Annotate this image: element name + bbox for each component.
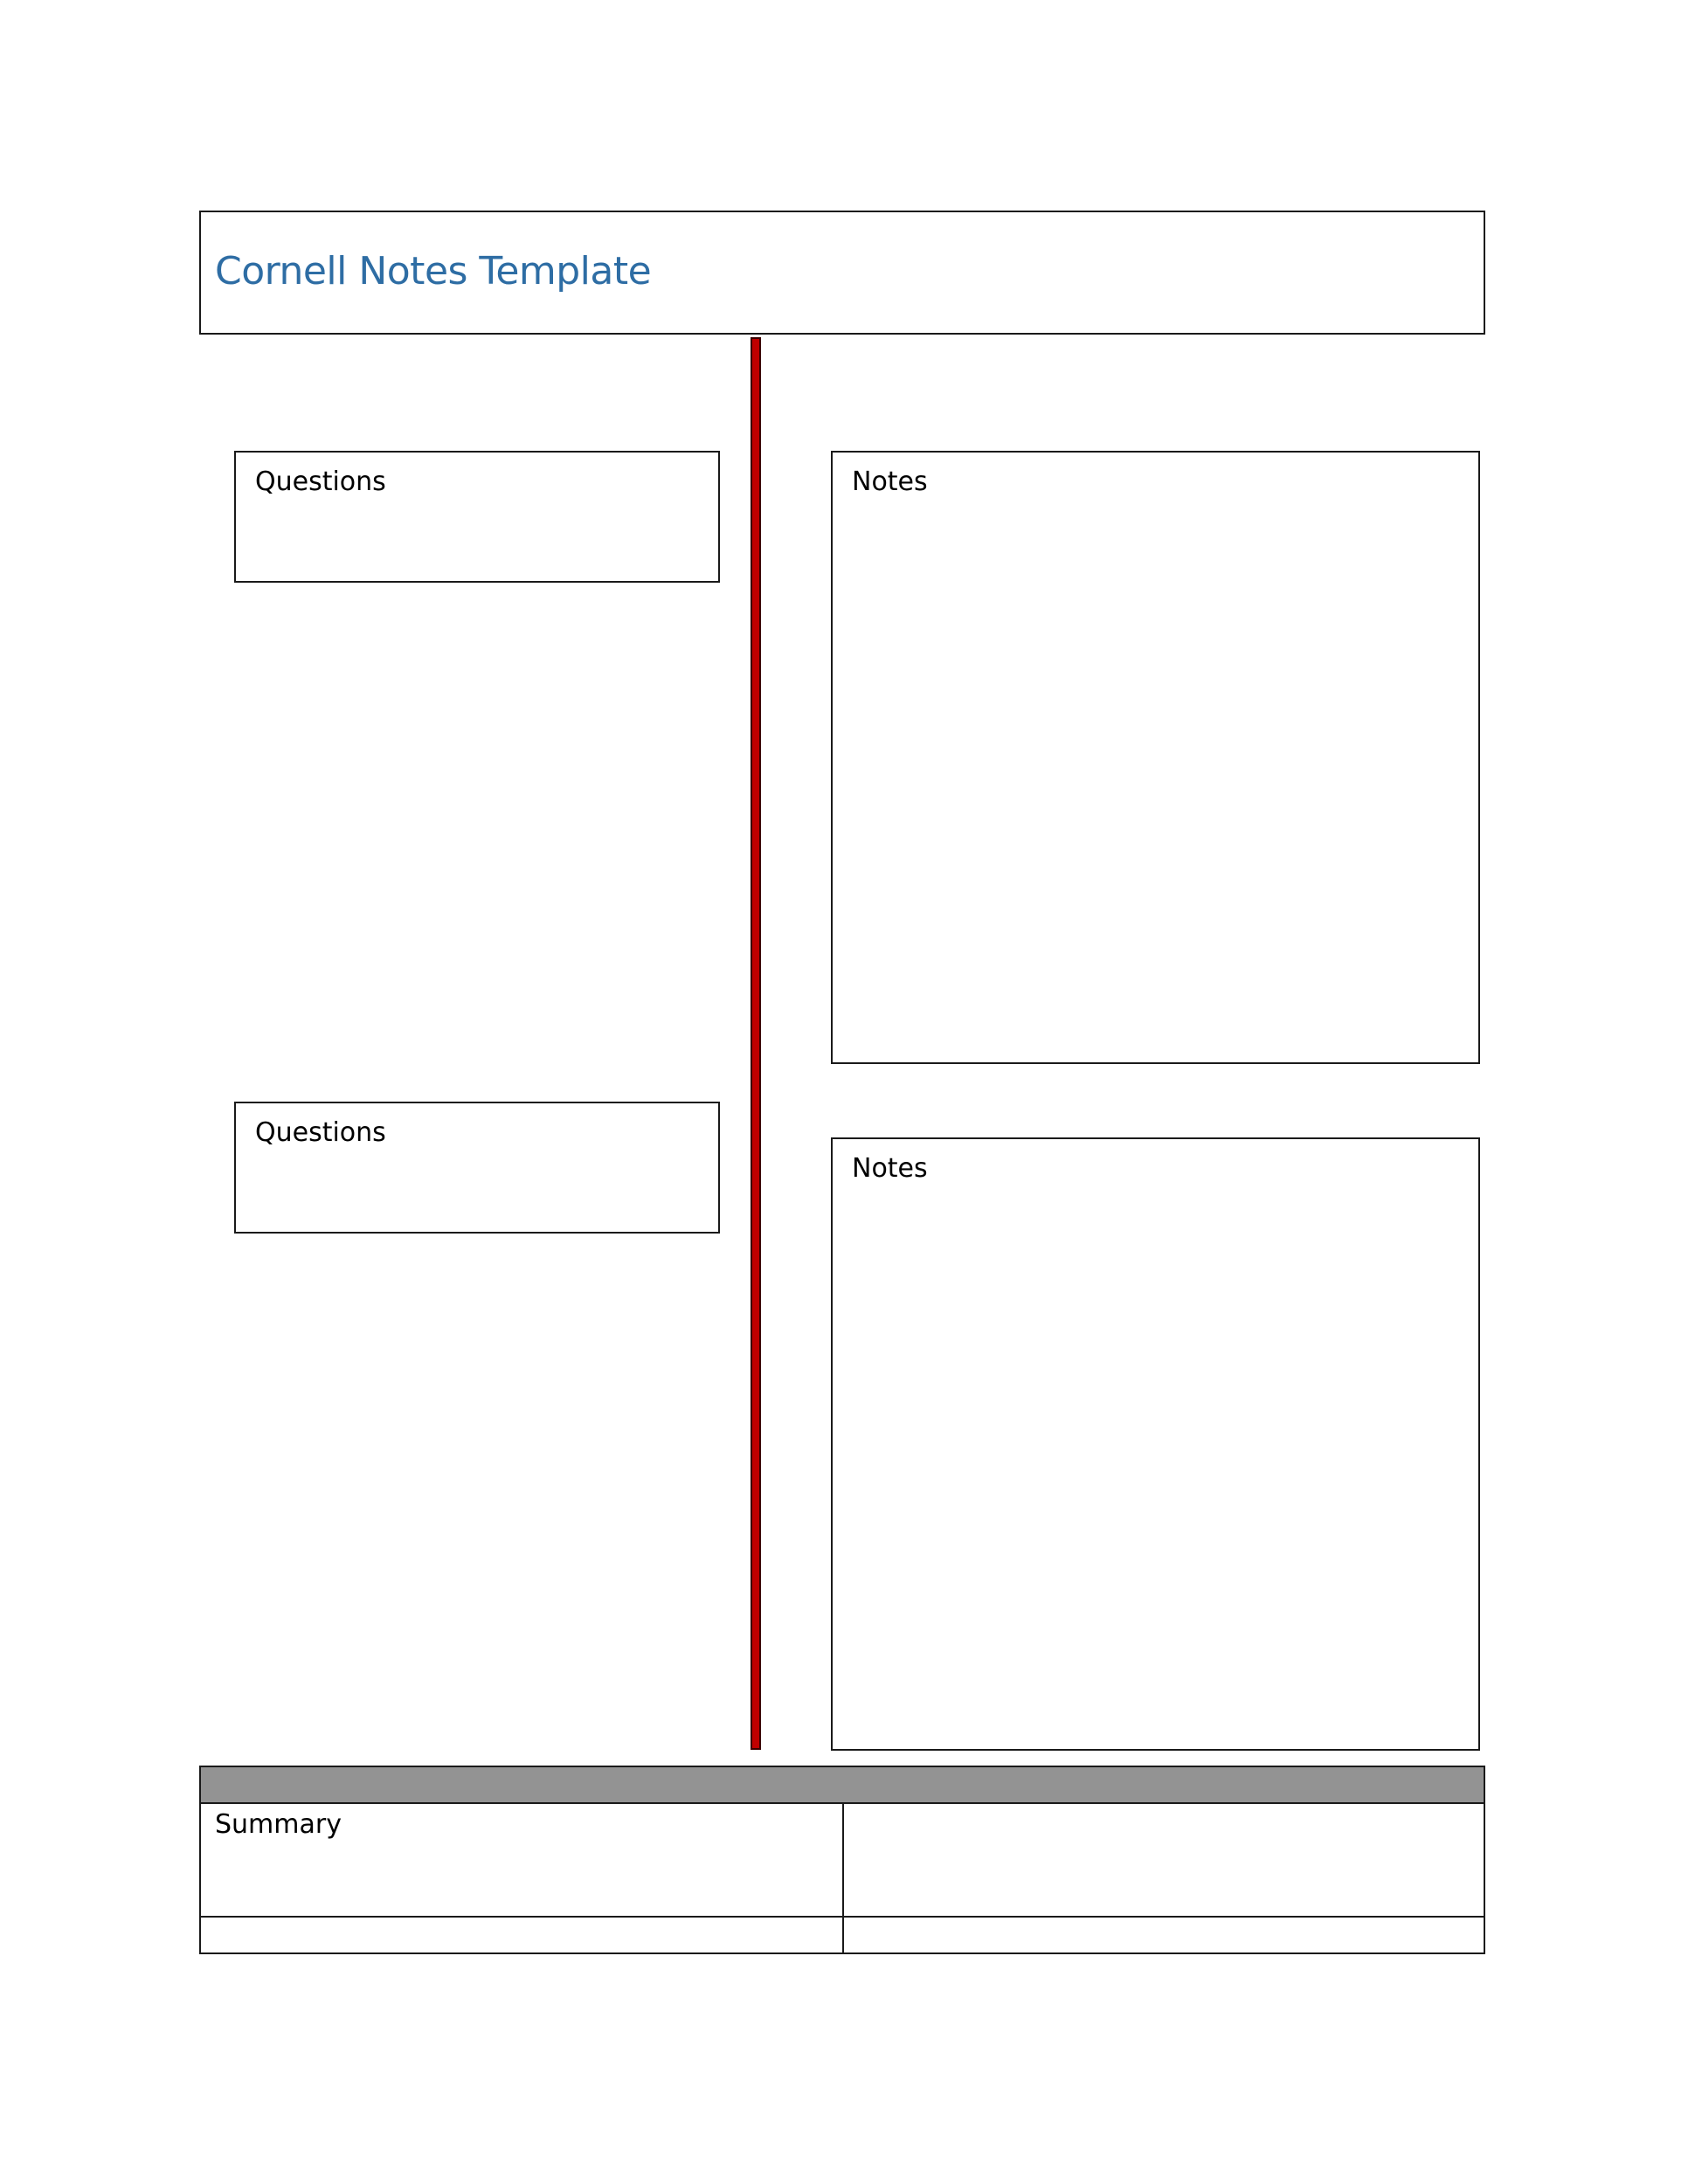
- center-divider-line: [751, 337, 761, 1750]
- notes-label-1: Notes: [852, 467, 928, 497]
- notes-box-2[interactable]: [831, 1137, 1480, 1751]
- questions-label-1: Questions: [255, 467, 386, 497]
- questions-box-1[interactable]: [234, 451, 720, 583]
- notes-box-1[interactable]: [831, 451, 1480, 1064]
- summary-header-bar: [201, 1767, 1484, 1804]
- title-box: [199, 211, 1485, 335]
- notes-label-2: Notes: [852, 1153, 928, 1184]
- summary-column-divider: [842, 1804, 844, 1954]
- summary-row-divider: [201, 1916, 1484, 1918]
- summary-label: Summary: [215, 1809, 342, 1840]
- questions-label-2: Questions: [255, 1117, 386, 1148]
- page-title: Cornell Notes Template: [215, 249, 652, 294]
- questions-box-2[interactable]: [234, 1102, 720, 1234]
- summary-table: [199, 1766, 1485, 1954]
